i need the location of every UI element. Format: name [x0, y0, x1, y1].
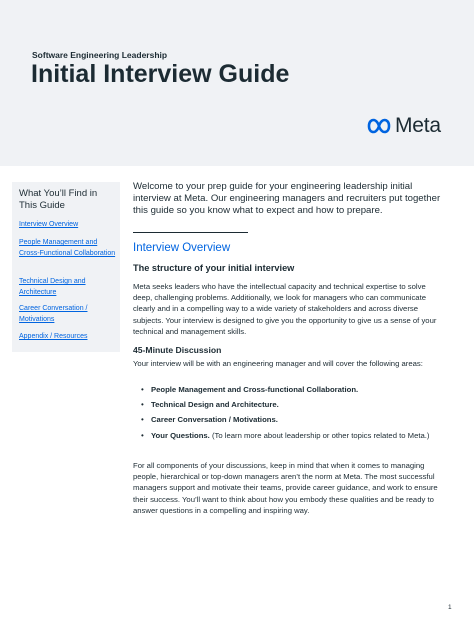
subheading: The structure of your initial interview	[133, 263, 295, 273]
discussion-heading: 45-Minute Discussion	[133, 345, 222, 355]
body-paragraph-1: Meta seeks leaders who have the intellectual capacity and technical expertise to solve deep, challenging problems. Additionally, we look for managers who can communicate clearly and in a compelling way to a wide variety of stakeholders and across diverse subjects. Your interview is designed to give you the opportunity to give us a sense of your technical and management skills.	[133, 282, 437, 336]
bullet-dot: •	[141, 385, 144, 394]
bullet-dot: •	[141, 431, 144, 440]
meta-logo	[366, 114, 441, 138]
bullet-dot: •	[141, 400, 144, 409]
section-divider	[133, 232, 248, 233]
body-paragraph-2: Your interview will be with an engineering manager and will cover the following areas:	[133, 359, 423, 368]
toc-title: What You’ll Find in This Guide	[19, 188, 98, 211]
page-title: Initial Interview Guide	[31, 60, 290, 88]
toc-link-people-management[interactable]: People Management and Cross-Functional Collaboration	[19, 239, 116, 257]
meta-logo-text: Meta	[395, 114, 441, 137]
toc-link-career-conversation[interactable]: Career Conversation / Motivations	[19, 305, 88, 323]
section-heading: Interview Overview	[133, 242, 231, 254]
page-number: 1	[448, 604, 452, 611]
meta-infinity-logo-icon	[366, 118, 392, 134]
intro-paragraph: Welcome to your prep guide for your engineering leadership initial interview at Meta. Our engineering managers and recruiters put together this guide so you know what to expect and how to prepare.	[133, 181, 441, 216]
toc-link-appendix[interactable]: Appendix / Resources	[19, 333, 88, 340]
bullet-dot: •	[141, 415, 144, 424]
toc-link-interview-overview[interactable]: Interview Overview	[19, 221, 79, 228]
eyebrow-label: Software Engineering Leadership	[32, 50, 168, 60]
body-paragraph-3: For all components of your discussions, keep in mind that when it comes to managing people, hierarchical or top-down managers aren’t the norm at Meta. The most successful managers support and motivate their teams, provide career guidance, and work to ensure their success. You’ll want to think about how you embody these qualities and be ready to answer questions in a compelling and inspiring way.	[133, 461, 438, 515]
toc-sidebar	[12, 182, 120, 352]
header-band	[0, 0, 474, 166]
toc-link-technical-design[interactable]: Technical Design and Architecture	[19, 278, 86, 296]
